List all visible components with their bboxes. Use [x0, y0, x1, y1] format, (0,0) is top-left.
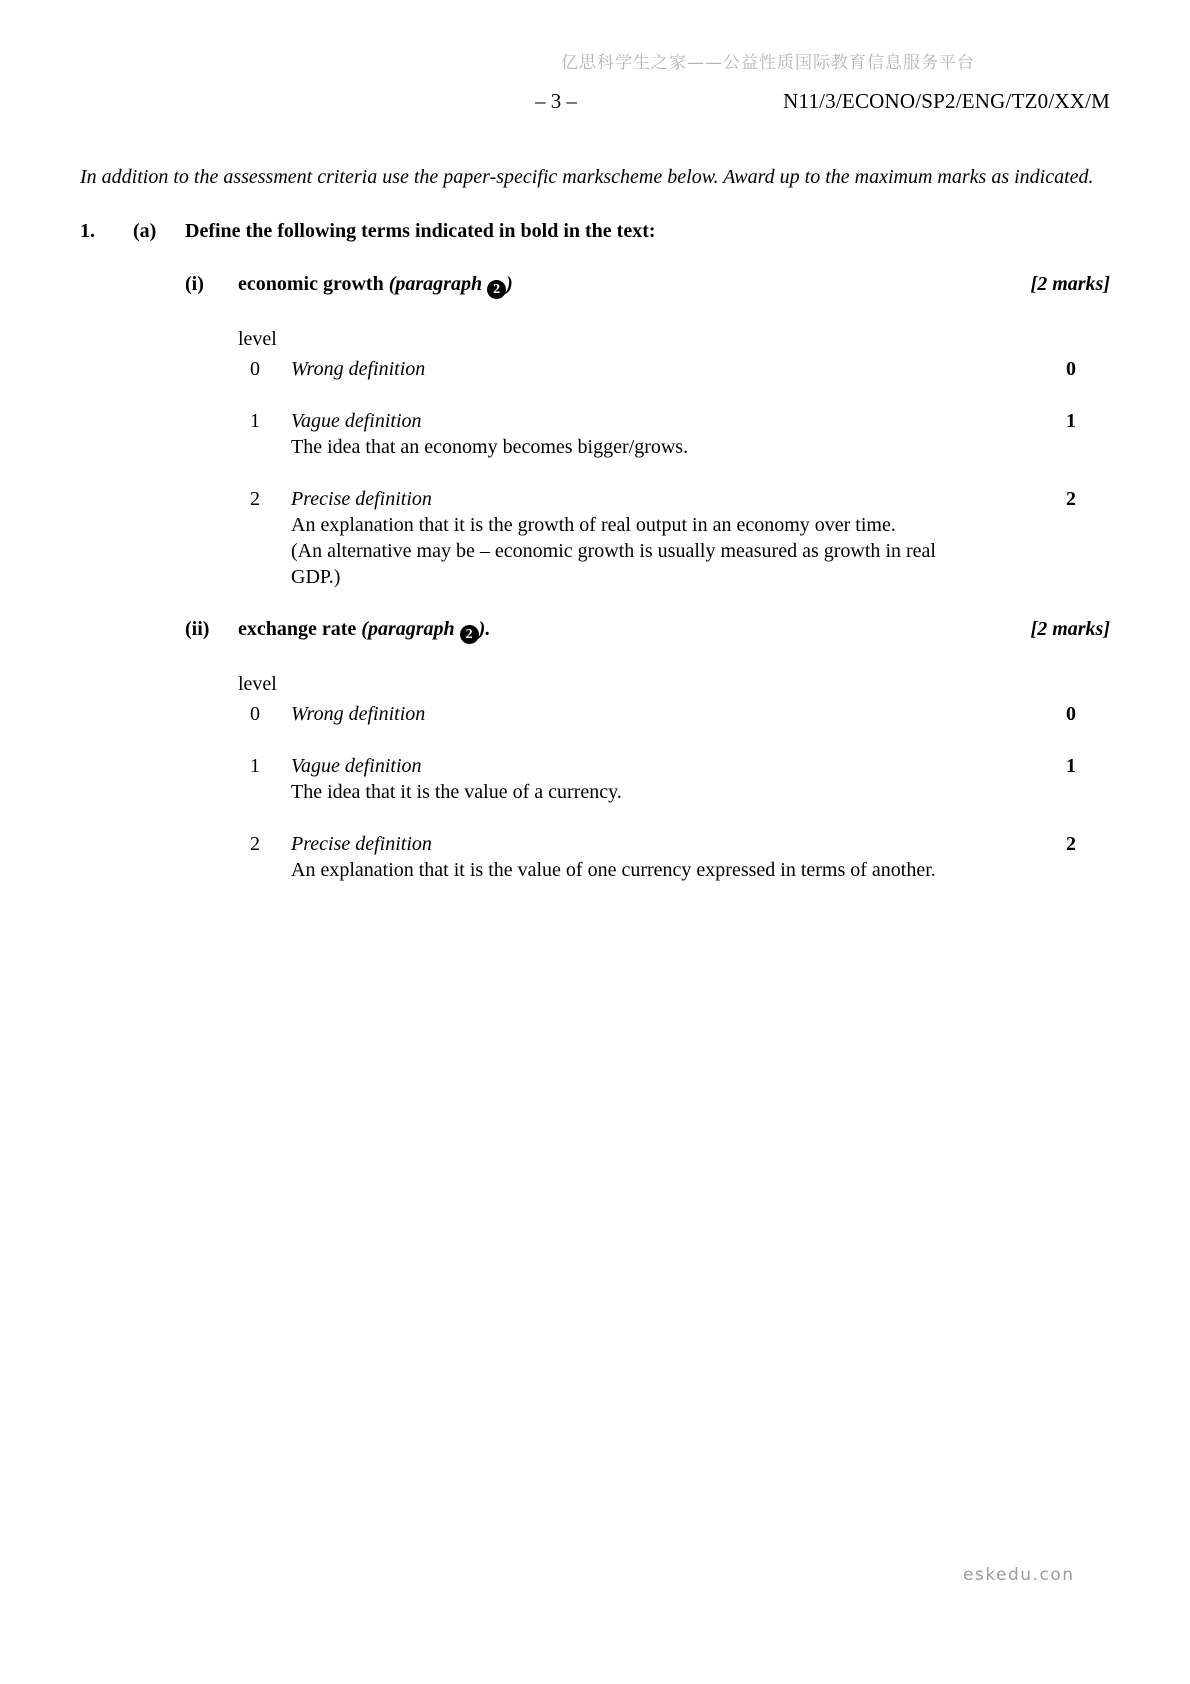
circled-paragraph-number-icon: 2 — [487, 280, 506, 299]
level-title: Vague definition — [291, 755, 422, 777]
subpart-heading — [80, 271, 1110, 299]
level-title: Vague definition — [291, 410, 422, 432]
subpart-label: (ii) — [185, 618, 210, 640]
level-row — [238, 356, 1110, 382]
level-title: Precise definition — [291, 833, 432, 855]
level-title: Wrong definition — [291, 703, 426, 725]
question-part-label: (a) — [133, 220, 157, 242]
question-heading — [80, 218, 1110, 244]
mark-value: 1 — [1066, 410, 1076, 432]
level-column-label: level — [238, 673, 277, 695]
level-title: Wrong definition — [291, 358, 426, 380]
mark-value: 2 — [1066, 488, 1076, 510]
level-description: (An alternative may be – economic growth is usually measured as growth in real GDP.) — [291, 540, 936, 588]
marks-badge: [2 marks] — [1030, 618, 1110, 640]
level-number: 2 — [250, 488, 260, 510]
level-number: 1 — [250, 410, 260, 432]
level-title: Precise definition — [291, 488, 432, 510]
question-part-heading: Define the following terms indicated in bold in the text: — [185, 220, 656, 242]
level-number: 0 — [250, 358, 260, 380]
level-row — [238, 831, 1110, 883]
term-text: exchange rate — [238, 618, 357, 640]
level-number: 2 — [250, 833, 260, 855]
level-table — [80, 326, 1110, 590]
level-description: The idea that it is the value of a currency. — [291, 781, 622, 803]
subpart-title — [238, 616, 490, 644]
indent-spacer — [80, 271, 185, 299]
subpart-ii — [80, 616, 1110, 883]
mark-value: 0 — [1066, 703, 1076, 725]
main-content — [80, 164, 1110, 909]
paragraph-ref-close: ). — [478, 618, 491, 640]
level-table — [80, 671, 1110, 883]
paragraph-ref-close: ) — [506, 273, 513, 295]
header-watermark: 亿思科学生之家——公益性质国际教育信息服务平台 — [561, 53, 975, 73]
footer-watermark: eskedu.con — [963, 1565, 1075, 1585]
level-row — [238, 486, 1110, 590]
paragraph-ref-open: (paragraph — [388, 273, 483, 295]
subpart-label: (i) — [185, 273, 204, 295]
level-description: The idea that an economy becomes bigger/grows. — [291, 436, 689, 458]
subpart-title — [238, 271, 513, 299]
level-number: 0 — [250, 703, 260, 725]
level-column-label: level — [238, 328, 277, 350]
level-number: 1 — [250, 755, 260, 777]
subpart-heading — [80, 616, 1110, 644]
level-description: An explanation that it is the growth of real output in an economy over time. — [291, 514, 896, 536]
subpart-i — [80, 271, 1110, 590]
question-number: 1. — [80, 220, 95, 242]
level-description: An explanation that it is the value of one currency expressed in terms of another. — [291, 859, 936, 881]
term-text: economic growth — [238, 273, 384, 295]
mark-value: 0 — [1066, 358, 1076, 380]
paragraph-reference — [389, 273, 513, 295]
mark-value: 1 — [1066, 755, 1076, 777]
indent-spacer — [80, 616, 185, 644]
level-row — [238, 753, 1110, 805]
document-code: N11/3/ECONO/SP2/ENG/TZ0/XX/M — [783, 89, 1110, 113]
circled-paragraph-number-icon: 2 — [460, 625, 479, 644]
page-number: – 3 – — [535, 89, 577, 113]
paragraph-reference — [361, 618, 490, 640]
mark-value: 2 — [1066, 833, 1076, 855]
intro-paragraph: In addition to the assessment criteria use the paper-specific markscheme below. Award up to the maximum marks as indicated. — [80, 166, 1094, 188]
paragraph-ref-open: (paragraph — [361, 618, 455, 640]
level-row — [238, 701, 1110, 727]
marks-badge: [2 marks] — [1030, 273, 1110, 295]
level-row — [238, 408, 1110, 460]
